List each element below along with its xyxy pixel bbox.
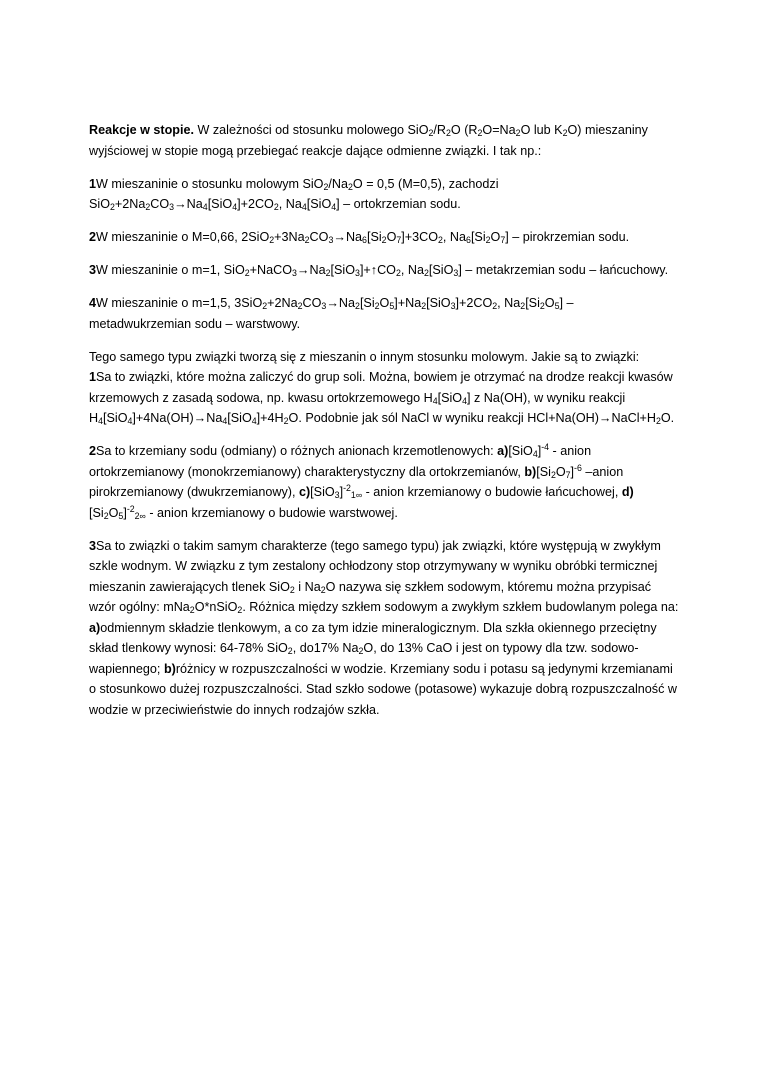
reaction-1-paragraph: 1W mieszaninie o stosunku molowym $SiO_2/Na_2O = 0,5$ (M=0,5), zachodzi $SiO_2+2Na_2CO_3\to Na_4[SiO_4]+2CO_2$, $Na_4[SiO_4]$ – ortokrzemian sodu. <box>89 176 499 213</box>
reaction-4-paragraph: 4W mieszaninie o m=1,5, $3SiO_2+2Na_2CO_3\to Na_2[Si_2O_5]+Na_2[SiO_3]+2CO_2$, $Na_2[Si_2O_5]$ – metadwukrzemian sodu – warstwowy. <box>89 296 574 331</box>
reaction-2-paragraph: 2W mieszaninie o M=0,66, $2SiO_2+3Na_2CO_3\to Na_6[Si_2O_7]+3CO_2$, $Na_6[Si_2O_7]$ – pirokrzemian sodu. <box>89 230 630 246</box>
glass-paragraph: 3Sa to związki o takim samym charakterze (tego samego typu) jak związki, które występują w zwykłym szkle wodnym. W związku z tym zestalony ochłodzony stop otrzymywany w wyniku obróbki termicznej mieszanin zawierających tlenek SiO$_2$ i $Na_2O$ nazywa się szkłem sodowym, któremu można przypisać wzór ogólny: mNa$_2$O*nSiO$_2$. Różnica między szkłem sodowym a zwykłym szkłem budowlanym polega na: a)odmiennym składzie tlenkowym, a co za tym idzie mineralogicznym. Dla szkła okiennego przeciętny skład tlenkowy wynosi: 64-78% SiO$_2$, do17% $Na_2O$, do 13% CaO i jest on typowy dla tzw. sodowo-wapiennego; b)różnicy w rozpuszczalności w wodzie. Krzemiany sodu i potasu są jedynymi krzemianami o stosunkowo dużej rozpuszczalności. Stad szkło sodowe (potasowe) wykazuje dobrą rozpuszczalność w wodzie w przeciwieństwie do innych rodzajów szkła. <box>89 538 679 717</box>
anions-paragraph: 2Sa to krzemiany sodu (odmiany) o różnych anionach krzemotlenowych: $a)[SiO_4]^{-4}$ - anion ortokrzemianowy (monokrzemianowy) charakterystyczny dla ortokrzemianów, $b)[Si_2O_7]^{-6}$ –anion pirokrzemianowy (dwukrzemianowy), $c)[SiO_3]^{-2}_{1\infty}$ - anion krzemianowy o budowie łańcuchowej, $d)[Si_2O_5]^{-2}_{2\infty}$ - anion krzemianowy o budowie warstwowej. <box>89 442 634 521</box>
intro-paragraph: Reakcje w stopie. W zależności od stosunku molowego $SiO_2/R_2O$ ($R_2O=Na_2O$ lub $K_2O$) mieszaniny wyjściowej w stopie mogą przebiegać reakcje dające odmienne związki. I tak np.: <box>89 123 648 158</box>
reaction-3-paragraph: 3W mieszaninie o m=1, $SiO_2+NaCO_3\to Na_2[SiO_3]+↑CO_2$, $Na_2[SiO_3]$ – metakrzemian sodu – łańcuchowy. <box>89 263 669 279</box>
question-paragraph: Tego samego typu związki tworzą się z mieszanin o innym stosunku molowym. Jakie są to związki: 1Sa to związki, które można zaliczyć do grup soli. Można, bowiem je otrzymać na drodze reakcji kwasów krzemowych z zasadą sodowa, np. kwasu ortokrzemowego $H_4[SiO_4]$ z Na(OH), w wyniku reakcji $H_4[SiO_4]+4Na(OH)\to Na_4[SiO_4]+4H_2O$. Podobnie jak sól NaCl w wyniku reakcji $HCl+Na(OH)\to NaCl+H_2O$. <box>89 349 675 427</box>
document-body <box>89 120 679 733</box>
